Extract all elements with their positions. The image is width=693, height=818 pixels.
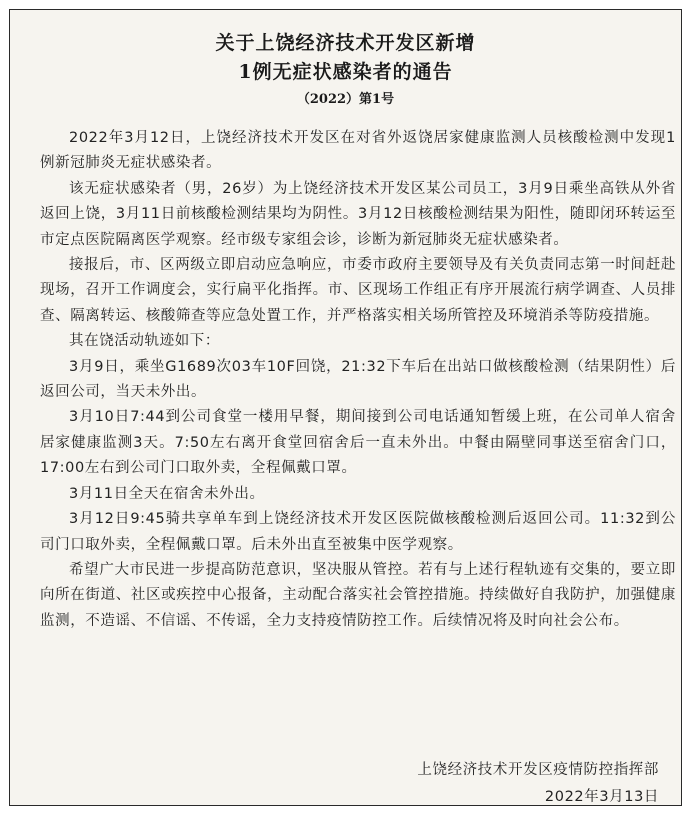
- issue-date: 2022年3月13日: [544, 789, 659, 805]
- notice-title-line-1: 关于上饶经济技术开发区新增: [215, 32, 476, 54]
- paragraph-case-info: 该无症状感染者（男，26岁）为上饶经济技术开发区某公司员工，3月9日乘坐高铁从外省返回上饶，3月11日前核酸检测结果均为阴性。3月12日核酸检测结果为阳性，随即闭环转运至市定点医院隔离医学观察。经市级专家组会诊，诊断为新冠肺炎无症状感染者。: [40, 180, 676, 248]
- issuer-signature: 上饶经济技术开发区疫情防控指挥部: [417, 762, 659, 778]
- notice-title-line-2: 1例无症状感染者的通告: [238, 61, 453, 83]
- paragraph-trajectory-mar9: 3月9日，乘坐G1689次03车10F回饶，21:32下车后在出站口做核酸检测（结果阴性）后返回公司，当天未外出。: [40, 358, 676, 401]
- paragraph-response: 接报后，市、区两级立即启动应急响应，市委市政府主要领导及有关负责同志第一时间赶赴现场，召开工作调度会，实行扁平化指挥。市、区现场工作组正有序开展流行病学调查、人员排查、隔离转运、核酸筛查等应急处置工作，并严格落实相关场所管控及环境消杀等防疫措施。: [40, 257, 676, 324]
- notice-frame: [9, 9, 682, 806]
- notice-body: [40, 126, 676, 634]
- paragraph-trajectory-mar12: 3月12日9:45骑共享单车到上饶经济技术开发区医院做核酸检测后返回公司。11:32到公司门口取外卖，全程佩戴口罩。后未外出直至被集中医学观察。: [40, 511, 676, 553]
- paragraph-trajectory-mar11: 3月11日全天在宿舍未外出。: [69, 485, 265, 502]
- paragraph-discovery: 2022年3月12日，上饶经济技术开发区在对省外返饶居家健康监测人员核酸检测中发现1例新冠肺炎无症状感染者。: [40, 130, 676, 172]
- document-number: （2022）第1号: [296, 92, 395, 107]
- paragraph-trajectory-mar10: 3月10日7:44到公司食堂一楼用早餐，期间接到公司电话通知暂缓上班，在公司单人宿舍居家健康监测3天。7:50左右离开食堂回宿舍后一直未外出。中餐由隔壁同事送至宿舍门口，17:00左右到公司门口取外卖，全程佩戴口罩。: [40, 409, 676, 477]
- paragraph-public-appeal: 希望广大市民进一步提高防范意识，坚决服从管控。若有与上述行程轨迹有交集的，要立即向所在街道、社区或疾控中心报备，主动配合落实社会管控措施。持续做好自我防护，加强健康监测，不造谣、不信谣、不传谣，全力支持疫情防控工作。后续情况将及时向社会公布。: [40, 561, 676, 629]
- paragraph-trajectory-heading: 其在饶活动轨迹如下：: [69, 333, 220, 350]
